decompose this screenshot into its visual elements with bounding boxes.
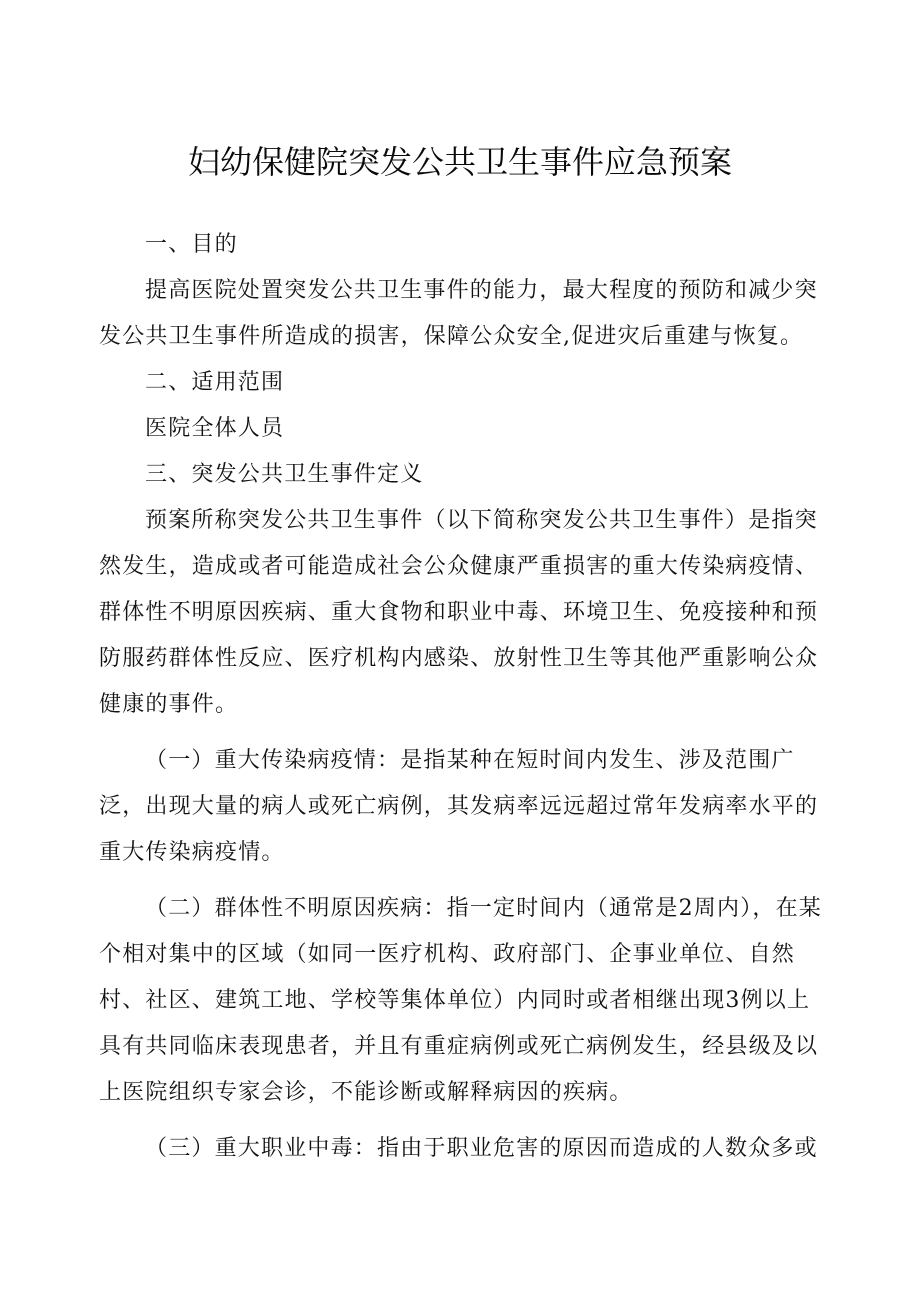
paragraph-scope: 医院全体人员 <box>145 416 285 441</box>
document-body <box>99 222 827 1172</box>
paragraph-occupational-poisoning: （三）重大职业中毒：指由于职业危害的原因而造成的人数众多或 <box>145 1136 818 1161</box>
paragraph-purpose: 提高医院处置突发公共卫生事件的能力，最大程度的预防和减少突发公共卫生事件所造成的损害，保障公众安全,促进灾后重建与恢复。 <box>99 278 818 349</box>
paragraph-infectious-disease: （一）重大传染病疫情：是指某种在短时间内发生、涉及范围广泛，出现大量的病人或死亡病例，其发病率远远超过常年发病率水平的重大传染病疫情。 <box>99 748 819 865</box>
document-title: 妇幼保健院突发公共卫生事件应急预案 <box>187 143 732 181</box>
section-heading-definition: 三、突发公共卫生事件定义 <box>145 462 424 487</box>
section-heading-purpose: 一、目的 <box>145 232 238 257</box>
paragraph-definition: 预案所称突发公共卫生事件（以下简称突发公共卫生事件）是指突然发生，造成或者可能造成社会公众健康严重损害的重大传染病疫情、群体性不明原因疾病、重大食物和职业中毒、环境卫生、免疫接种和预防服药群体性反应、医疗机构内感染、放射性卫生等其他严重影响公众健康的事件。 <box>99 508 819 717</box>
section-heading-scope: 二、适用范围 <box>145 370 285 395</box>
paragraph-unknown-disease: （二）群体性不明原因疾病：指一定时间内（通常是2周内），在某个相对集中的区域（如同一医疗机构、政府部门、企事业单位、自然村、社区、建筑工地、学校等集体单位）内同时或者相继出现3例以上具有共同临床表现患者，并且有重症病例或死亡病例发生，经县级及以上医院组织专家会诊，不能诊断或解释病因的疾病。 <box>99 896 822 1105</box>
